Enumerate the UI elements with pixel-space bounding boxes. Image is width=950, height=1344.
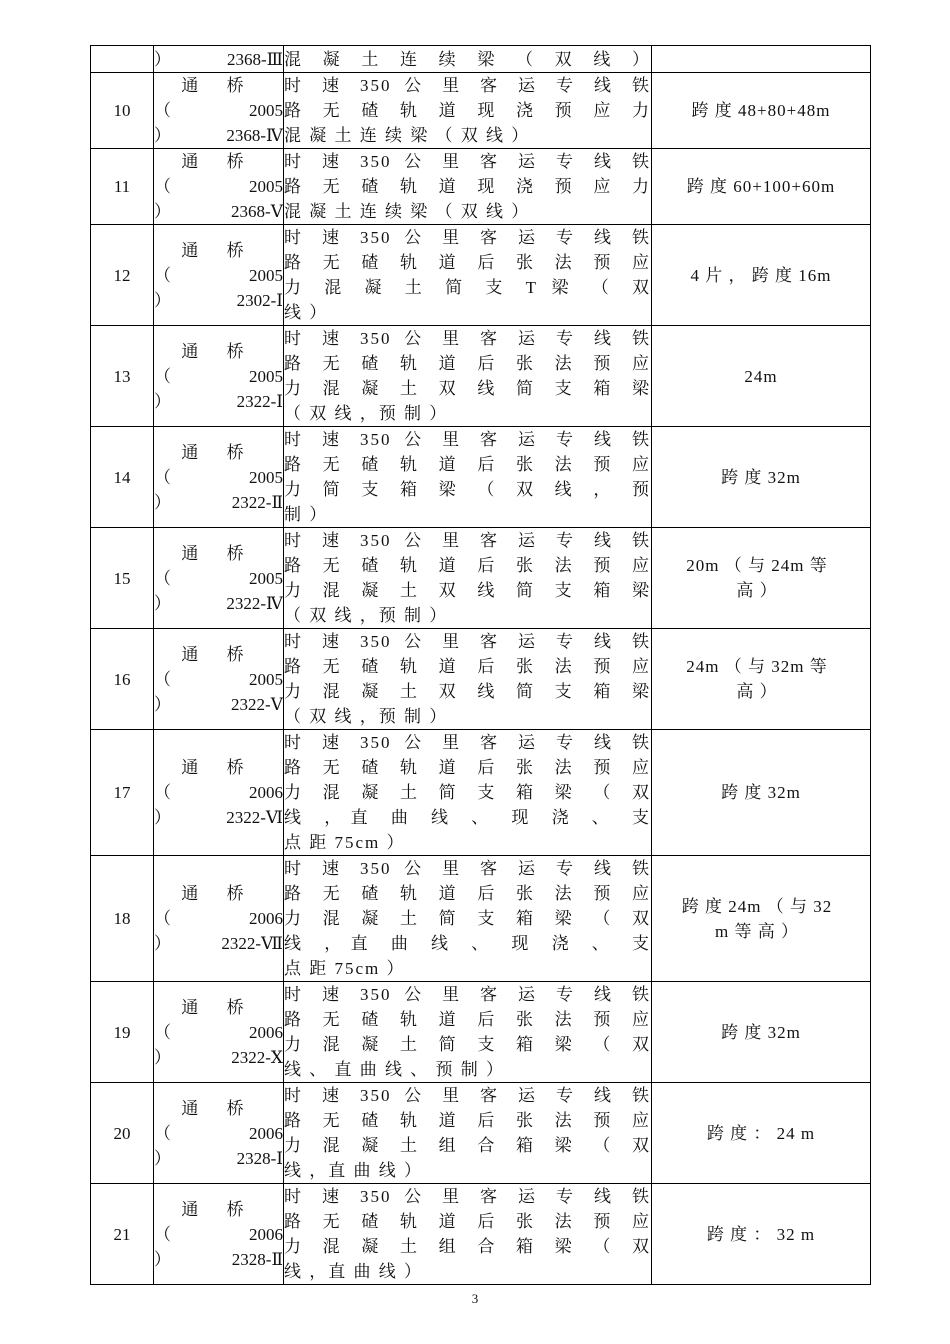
name-line: 力 混 凝 土 双 线 简 支 箱 梁 <box>284 682 651 701</box>
code-prefix: 通 桥 <box>181 341 256 361</box>
table-row <box>91 856 871 982</box>
name-line: 时 速 350 公 里 客 运 专 线 铁 <box>284 1187 651 1206</box>
code-part: 2005 <box>249 177 283 196</box>
name-line: 力 混 凝 土 双 线 简 支 箱 梁 <box>284 581 651 600</box>
name-line: 力 混 凝 土 简 支 T 梁 （ 双 <box>284 278 651 297</box>
remark: 24m <box>652 326 871 427</box>
name-line: 路 无 碴 轨 道 后 张 法 预 应 <box>284 556 651 575</box>
standard-name <box>284 528 652 629</box>
remark: 跨 度 32m <box>652 982 871 1083</box>
code-line <box>154 263 283 288</box>
name-line: 力 简 支 箱 梁 （ 双 线 ， 预 <box>284 480 651 499</box>
table-row <box>91 225 871 326</box>
name-line: 路 无 碴 轨 道 后 张 法 预 应 <box>284 884 651 903</box>
row-number: 10 <box>91 73 154 149</box>
code-part: ） <box>154 808 171 827</box>
row-number: 13 <box>91 326 154 427</box>
table-row <box>91 73 871 149</box>
standard-name <box>284 73 652 149</box>
name-line: 混 凝 土 连 续 梁 （ 双 线 ） <box>284 126 531 145</box>
page-number: 3 <box>471 1291 479 1306</box>
code-part: 2368-Ⅳ <box>226 126 283 145</box>
remark: 跨 度 32m <box>652 427 871 528</box>
code-part: 2005 <box>249 101 283 120</box>
name-line: 点 距 75cm ） <box>284 833 406 852</box>
table-row <box>91 1184 871 1285</box>
standard-code <box>154 427 284 528</box>
name-line: 时 速 350 公 里 客 运 专 线 铁 <box>284 228 651 247</box>
name-line: 路 无 碴 轨 道 后 张 法 预 应 <box>284 253 651 272</box>
code-part: ） <box>154 934 171 953</box>
name-line: 混 凝 土 连 续 梁 （ 双 线 ） <box>284 202 531 221</box>
code-prefix: 通 桥 <box>181 240 256 260</box>
name-line: 线 ） <box>284 303 329 322</box>
spec-table <box>90 45 871 1285</box>
code-part: 2322-Ⅳ <box>226 593 283 613</box>
name-line: 路 无 碴 轨 道 现 浇 预 应 力 <box>284 101 651 120</box>
code-prefix: 通 桥 <box>181 884 256 903</box>
code-line <box>154 364 283 389</box>
code-line <box>154 1045 283 1070</box>
code-part: （ <box>154 1123 171 1143</box>
table-row <box>91 730 871 856</box>
standard-name <box>284 225 652 326</box>
code-part: ） <box>154 1047 171 1067</box>
code-prefix: 通 桥 <box>181 997 256 1017</box>
name-line: 线 ，直 曲 线 ） <box>284 1161 423 1180</box>
code-part: 2005 <box>249 669 283 689</box>
name-line: 力 混 凝 土 简 支 箱 梁 （ 双 <box>284 909 651 928</box>
name-line: 路 无 碴 轨 道 后 张 法 预 应 <box>284 455 651 474</box>
remark: 跨 度 ： 32 m <box>652 1184 871 1285</box>
code-part: （ <box>154 177 171 196</box>
remark: 20m （ 与 24m 等 高 ） <box>652 528 871 629</box>
table-row <box>91 528 871 629</box>
remark <box>652 46 871 73</box>
name-line: 路 无 碴 轨 道 后 张 法 预 应 <box>284 1010 651 1029</box>
code-part: ） <box>154 593 171 613</box>
remark: 4 片 ， 跨 度 16m <box>652 225 871 326</box>
row-number: 14 <box>91 427 154 528</box>
standard-name <box>284 982 652 1083</box>
table-row <box>91 982 871 1083</box>
standard-name <box>284 629 652 730</box>
row-number: 11 <box>91 149 154 225</box>
code-line <box>154 199 283 224</box>
name-line: （ 双 线 ，预 制 ） <box>284 404 449 423</box>
name-line: 力 混 凝 土 简 支 箱 梁 （ 双 <box>284 783 651 802</box>
row-number: 18 <box>91 856 154 982</box>
code-part: 2006 <box>249 909 283 928</box>
code-line <box>154 1121 283 1146</box>
code-part: ） <box>154 126 171 145</box>
name-line: （ 双 线 ，预 制 ） <box>284 606 449 625</box>
name-line: 制 ） <box>284 505 329 524</box>
name-line: 时 速 350 公 里 客 运 专 线 铁 <box>284 430 651 449</box>
code-line <box>154 47 283 72</box>
name-line: 路 无 碴 轨 道 后 张 法 预 应 <box>284 1111 651 1130</box>
standard-code <box>154 528 284 629</box>
code-part: 2005 <box>249 265 283 285</box>
code-part: 2328-Ⅰ <box>236 1148 283 1168</box>
name-line: 线 ，直 曲 线 、 现 浇 、 支 <box>284 934 651 953</box>
code-line <box>154 1247 283 1272</box>
name-line: 时 速 350 公 里 客 运 专 线 铁 <box>284 76 651 95</box>
standard-name <box>284 730 652 856</box>
standard-code <box>154 730 284 856</box>
code-line <box>154 123 283 148</box>
code-part: （ <box>154 783 171 802</box>
name-line: 线 、 直 曲 线 、 预 制 ） <box>284 1060 505 1079</box>
standard-name <box>284 326 652 427</box>
code-line <box>154 931 283 956</box>
code-part: （ <box>154 568 171 588</box>
code-part: 2368-Ⅲ <box>226 49 283 69</box>
code-part: ） <box>154 694 171 714</box>
code-line <box>154 566 283 591</box>
code-part: 2006 <box>249 1224 283 1244</box>
code-part: ） <box>154 1148 171 1168</box>
row-number <box>91 46 154 73</box>
code-line <box>154 288 283 313</box>
code-line <box>154 780 283 805</box>
standard-name <box>284 1184 652 1285</box>
code-line <box>154 1146 283 1171</box>
code-prefix: 通 桥 <box>181 152 256 171</box>
standard-code <box>154 1184 284 1285</box>
code-part: （ <box>154 467 171 487</box>
code-line <box>154 805 283 830</box>
code-line <box>154 389 283 414</box>
table-row <box>91 1083 871 1184</box>
name-line: 时 速 350 公 里 客 运 专 线 铁 <box>284 1086 651 1105</box>
code-prefix: 通 桥 <box>181 76 256 95</box>
code-part: 2006 <box>249 1123 283 1143</box>
name-line: （ 双 线 ，预 制 ） <box>284 707 449 726</box>
table-row <box>91 326 871 427</box>
standard-code <box>154 326 284 427</box>
row-number: 16 <box>91 629 154 730</box>
standard-code <box>154 149 284 225</box>
standard-name <box>284 149 652 225</box>
code-line <box>154 667 283 692</box>
remark: 跨 度 48+80+48m <box>652 73 871 149</box>
name-line: 时 速 350 公 里 客 运 专 线 铁 <box>284 152 651 171</box>
code-part: （ <box>154 669 171 689</box>
code-part: （ <box>154 265 171 285</box>
name-line: 路 无 碴 轨 道 现 浇 预 应 力 <box>284 177 651 196</box>
code-part: ） <box>154 49 171 69</box>
code-part: 2006 <box>249 783 283 802</box>
standard-name <box>284 427 652 528</box>
name-line: 点 距 75cm ） <box>284 959 406 978</box>
row-number: 12 <box>91 225 154 326</box>
remark: 跨 度 ： 24 m <box>652 1083 871 1184</box>
code-part: 2302-Ⅰ <box>236 290 283 310</box>
row-number: 19 <box>91 982 154 1083</box>
standard-code <box>154 46 284 73</box>
code-prefix: 通 桥 <box>181 644 256 664</box>
code-line <box>154 1020 283 1045</box>
name-line: 路 无 碴 轨 道 后 张 法 预 应 <box>284 657 651 676</box>
standard-code <box>154 1083 284 1184</box>
code-line <box>154 98 283 123</box>
code-part: ） <box>154 492 171 512</box>
name-line: 时 速 350 公 里 客 运 专 线 铁 <box>284 859 651 878</box>
code-part: ） <box>154 290 171 310</box>
code-line <box>154 174 283 199</box>
code-line <box>154 591 283 616</box>
row-number: 21 <box>91 1184 154 1285</box>
name-line: 力 混 凝 土 组 合 箱 梁 （ 双 <box>284 1237 651 1256</box>
name-line: 时 速 350 公 里 客 运 专 线 铁 <box>284 531 651 550</box>
code-part: 2322-Ⅱ <box>231 492 283 512</box>
standard-name <box>284 46 652 73</box>
standard-code <box>154 982 284 1083</box>
code-part: 2005 <box>249 366 283 386</box>
code-part: 2322-Ⅴ <box>231 694 283 714</box>
code-part: ） <box>154 1249 171 1269</box>
standard-code <box>154 225 284 326</box>
standard-code <box>154 73 284 149</box>
remark: 跨 度 32m <box>652 730 871 856</box>
code-prefix: 通 桥 <box>181 758 256 777</box>
name-line: 力 混 凝 土 简 支 箱 梁 （ 双 <box>284 1035 651 1054</box>
standard-name <box>284 856 652 982</box>
standard-name <box>284 1083 652 1184</box>
code-part: 2322-Ⅹ <box>231 1047 283 1067</box>
name-line: 线 ，直 曲 线 ） <box>284 1262 423 1281</box>
code-line <box>154 490 283 515</box>
code-part: 2328-Ⅱ <box>231 1249 283 1269</box>
code-part: 2005 <box>249 467 283 487</box>
remark: 跨 度 24m （ 与 32 m 等 高 ） <box>652 856 871 982</box>
code-part: ） <box>154 202 171 221</box>
code-line <box>154 906 283 931</box>
code-part: （ <box>154 1224 171 1244</box>
code-part: 2006 <box>249 1022 283 1042</box>
row-number: 15 <box>91 528 154 629</box>
table-row <box>91 629 871 730</box>
code-part: （ <box>154 101 171 120</box>
code-part: （ <box>154 366 171 386</box>
code-line <box>154 465 283 490</box>
name-line: 时 速 350 公 里 客 运 专 线 铁 <box>284 632 651 651</box>
code-line <box>154 692 283 717</box>
remark: 24m （ 与 32m 等 高 ） <box>652 629 871 730</box>
name-line: 力 混 凝 土 组 合 箱 梁 （ 双 <box>284 1136 651 1155</box>
name-line: 时 速 350 公 里 客 运 专 线 铁 <box>284 985 651 1004</box>
code-part: 2322-Ⅵ <box>226 808 283 827</box>
name-line: 时 速 350 公 里 客 运 专 线 铁 <box>284 329 651 348</box>
code-prefix: 通 桥 <box>181 1199 256 1219</box>
code-part: 2368-Ⅴ <box>231 202 283 221</box>
code-prefix: 通 桥 <box>181 442 256 462</box>
code-prefix: 通 桥 <box>181 1098 256 1118</box>
table-row <box>91 46 871 73</box>
code-line <box>154 1222 283 1247</box>
code-part: 2322-Ⅶ <box>221 934 283 953</box>
name-line: 路 无 碴 轨 道 后 张 法 预 应 <box>284 1212 651 1231</box>
name-line: 时 速 350 公 里 客 运 专 线 铁 <box>284 733 651 752</box>
code-part: （ <box>154 909 171 928</box>
row-number: 17 <box>91 730 154 856</box>
code-part: （ <box>154 1022 171 1042</box>
code-part: 2322-Ⅰ <box>236 391 283 411</box>
table-row <box>91 149 871 225</box>
row-number: 20 <box>91 1083 154 1184</box>
spec-table-body <box>91 46 871 1285</box>
standard-code <box>154 629 284 730</box>
name-line: 线 ，直 曲 线 、 现 浇 、 支 <box>284 808 651 827</box>
remark: 跨 度 60+100+60m <box>652 149 871 225</box>
code-prefix: 通 桥 <box>181 543 256 563</box>
code-part: 2005 <box>249 568 283 588</box>
standard-code <box>154 856 284 982</box>
table-row <box>91 427 871 528</box>
name-line: 路 无 碴 轨 道 后 张 法 预 应 <box>284 354 651 373</box>
code-part: ） <box>154 391 171 411</box>
name-line: 力 混 凝 土 双 线 简 支 箱 梁 <box>284 379 651 398</box>
name-line: 路 无 碴 轨 道 后 张 法 预 应 <box>284 758 651 777</box>
name-line: 混 凝 土 连 续 梁 （ 双 线 ） <box>284 49 651 69</box>
